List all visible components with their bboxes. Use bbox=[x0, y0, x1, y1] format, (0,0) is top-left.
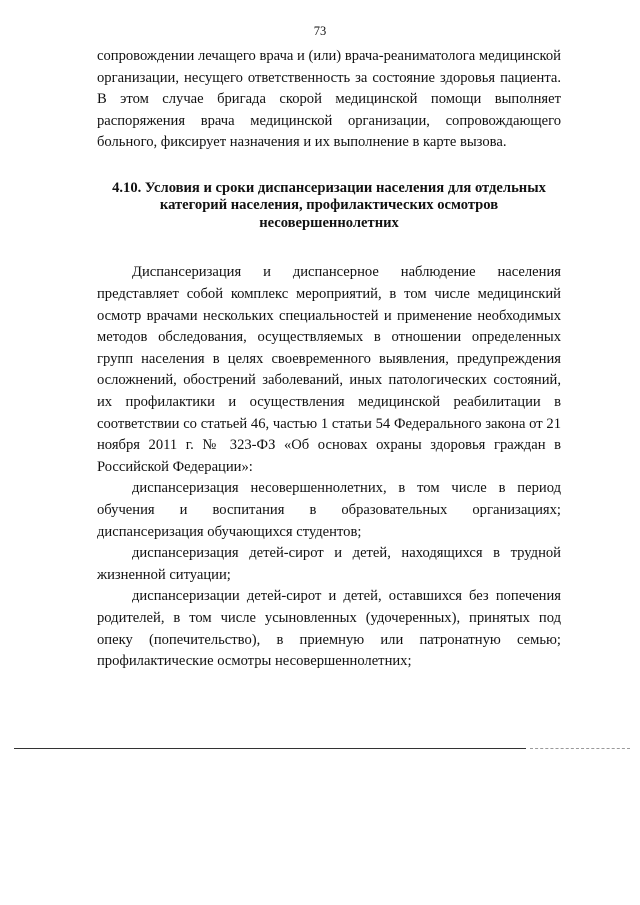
section-heading: 4.10. Условия и сроки диспансеризации населения для отдельных категорий населения, профилактических осмотров несовершеннолетних bbox=[112, 179, 546, 231]
footer-divider-dashed bbox=[530, 748, 630, 749]
page-number: 73 bbox=[313, 24, 327, 38]
list-item-orphans-without-care: диспансеризации детей-сирот и детей, оставшихся без попечения родителей, в том числе усыновленных (удочеренных), принятых под опеку (попечительство), в приемную или патронатную семью; профилактические осмотры несовершеннолетних; bbox=[97, 588, 561, 670]
document-body bbox=[97, 46, 561, 673]
paragraph-dispensary-definition: Диспансеризация и диспансерное наблюдение населения представляет собой комплекс мероприятий, в том числе медицинский осмотр врачами нескольких специальностей и применение необходимых методов обследования, осуществляемых в отношении определенных групп населения в целях своевременного выявления, предупреждения осложнений, обострений заболеваний, иных патологических состояний, их профилактики и осуществления медицинской реабилитации в соответствии со статьей 46, частью 1 статьи 54 Федерального закона от 21 ноября 2011 г. № 323-ФЗ «Об основах охраны здоровья граждан в Российской Федерации»: bbox=[97, 264, 561, 475]
footer-divider bbox=[14, 748, 526, 749]
list-item-minors: диспансеризация несовершеннолетних, в том числе в период обучения и воспитания в образовательных организациях; диспансеризация обучающихся студентов; bbox=[97, 480, 561, 540]
paragraph-continuation: сопровождении лечащего врача и (или) врача-реаниматолога медицинской организации, несущего ответственность за состояние здоровья пациента. В этом случае бригада скорой медицинской помощи выполняет распоряжения врача медицинской организации, сопровождающего больного, фиксирует назначения и их выполнение в карте вызова. bbox=[97, 48, 561, 151]
list-item-orphans-difficult-situation: диспансеризация детей-сирот и детей, находящихся в трудной жизненной ситуации; bbox=[97, 545, 561, 583]
